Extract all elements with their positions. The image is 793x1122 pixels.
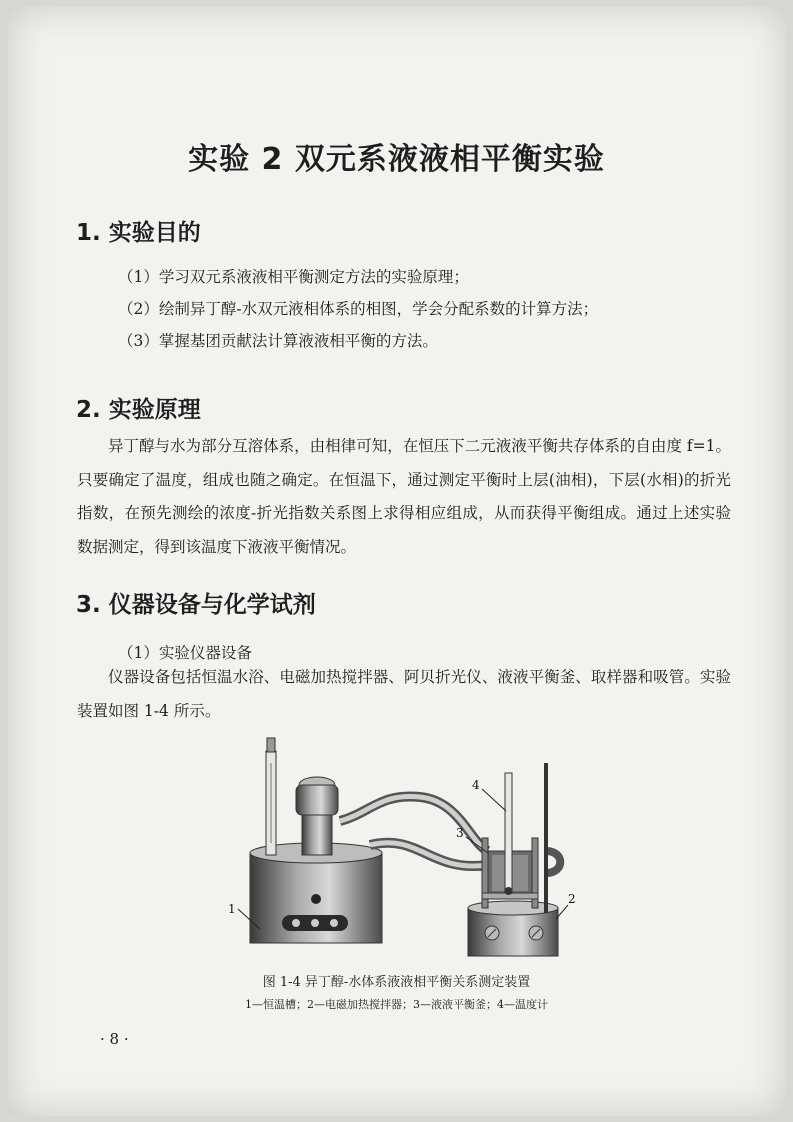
figure-caption: 图 1-4 异丁醇-水体系液液相平衡关系测定装置 bbox=[262, 975, 531, 990]
label-2: 2 bbox=[568, 892, 576, 906]
thermostat-bath bbox=[250, 738, 382, 943]
apparatus-figure bbox=[220, 733, 580, 963]
principle-paragraph: 异丁醇与水为部分互溶体系，由相律可知，在恒压下二元液液平衡共存体系的自由度 f=1。只要确定了温度，组成也随之确定。在恒温下，通过测定平衡时上层(油相)，下层(水相)的折光指数，在预先测绘的浓度-折光指数关系图上求得相应组成，从而获得平衡组成。通过上述实验数据测定，得到该温度下液液平衡情况。 bbox=[77, 437, 731, 556]
section-heading-equipment: 3. 仪器设备与化学试剂 bbox=[76, 592, 316, 618]
objective-item: （2）绘制异丁醇-水双元液相体系的相图，学会分配系数的计算方法； bbox=[118, 300, 599, 318]
section-heading-objectives: 1. 实验目的 bbox=[76, 220, 201, 246]
page-number: · 8 · bbox=[100, 1030, 129, 1048]
objective-item: （3）掌握基团贡献法计算液液相平衡的方法。 bbox=[118, 332, 438, 350]
equilibrium-cell bbox=[482, 763, 548, 913]
figure-legend: 1—恒温槽；2—电磁加热搅拌器；3—液液平衡釜；4—温度计 bbox=[245, 998, 548, 1011]
equipment-paragraph: 仪器设备包括恒温水浴、电磁加热搅拌器、阿贝折光仪、液液平衡釜、取样器和吸管。实验装置如图 1-4 所示。 bbox=[77, 668, 731, 720]
label-1: 1 bbox=[228, 902, 236, 916]
label-3: 3 bbox=[456, 826, 464, 840]
equipment-subheading: （1）实验仪器设备 bbox=[118, 644, 252, 662]
section-heading-principle: 2. 实验原理 bbox=[76, 397, 201, 423]
label-4: 4 bbox=[472, 778, 480, 792]
objective-item: （1）学习双元系液液相平衡测定方法的实验原理； bbox=[118, 268, 469, 286]
page-title: 实验 2 双元系液液相平衡实验 bbox=[188, 142, 605, 177]
